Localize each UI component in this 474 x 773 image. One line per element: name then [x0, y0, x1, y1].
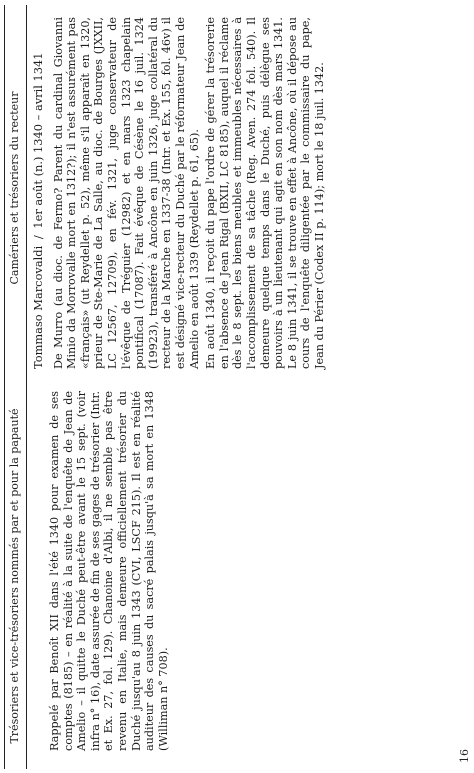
left-column [48, 391, 173, 751]
entry-separator: / [31, 235, 45, 240]
entry-title [32, 17, 46, 369]
page-number: 16 [458, 749, 471, 763]
left-column-header: Trésoriers et vice-trésoriers nommés par et pour la papauté [8, 408, 21, 744]
header-rule [26, 5, 27, 769]
right-paragraph-1: De Murro (au dioc. de Fermo? Parent du cardinal Giovanni Minio da Morrovalle mort en 1312?); il n'est assurément pas «français» (ut Reydellet p. 52), même s'il apparaît en 1320, prieur de Ste-Marie de La Salle, au dioc. de Bourges (JXXII, LC 12567, 12709), en fév. 1321, juge conservateur de l'évêque de Tréguier (12982) et en mars 1323 chapelain pontifical (17087). Fait évêque de Césène le 16 juil. 1324 (19923), transféré à Ancône en juin 1326, juge collatéral du recteur de la Marche en 1337-38 (Intr. et Ex. 155, fol. 46v) il est désigné vice-recteur du Duché par le réformateur Jean de Amelio en août 1339 (Reydellet p. 61, 65). [51, 17, 201, 369]
left-paragraph: Rappelé par Benoît XII dans l'été 1340 pour examen de ses comptes (8185) – en réalité à la suite de l'enquête de Jean de Amelio – il quitte le Duché peut-être avant le 15 sept. (voir infra n° 16), date assurée de fin de ses gages de trésorier (Intr. et Ex. 27, fol. 129). Chanoine d'Albi, il ne semble pas être revenu en Italie, mais demeure officiellement trésorier du Duché jusqu'au 8 juin 1343 (CVI, LSCF 215). Il est en réalité auditeur des causes du sacré palais jusqu'à sa mort en 1348 (Williman n° 708). [48, 391, 170, 751]
entry-dates: 1er août (n.) 1340 – avril 1341 [31, 52, 45, 229]
entry-name: Tommaso Marcovaldi [31, 245, 45, 369]
right-column [32, 17, 329, 369]
top-rule [4, 5, 5, 769]
right-column-header: Camériers et trésoriers du recteur [8, 91, 21, 285]
right-paragraph-2: En août 1340, il reçoit du pape l'ordre de gérer la trésorerie en l'absence de Jean Rigal (BXII, LC 8185), auquel il réclame dès le 8 sept. les biens meubles et immeubles nécessaires à l'accomplissement de sa tâche (Reg. Aven. 274 fol. 540). Il demeure quelque temps dans le Duché, puis délègue ses pouvoirs à un lieutenant qui agit en son nom dès mars 1341. Le 8 juin 1341, il se trouve en effet à Ancône, où il dépose au cours de l'enquête diligentée par le commissaire du pape, Jean du Périer (Codex II p. 114); mort le 18 juil. 1342. [204, 17, 326, 369]
